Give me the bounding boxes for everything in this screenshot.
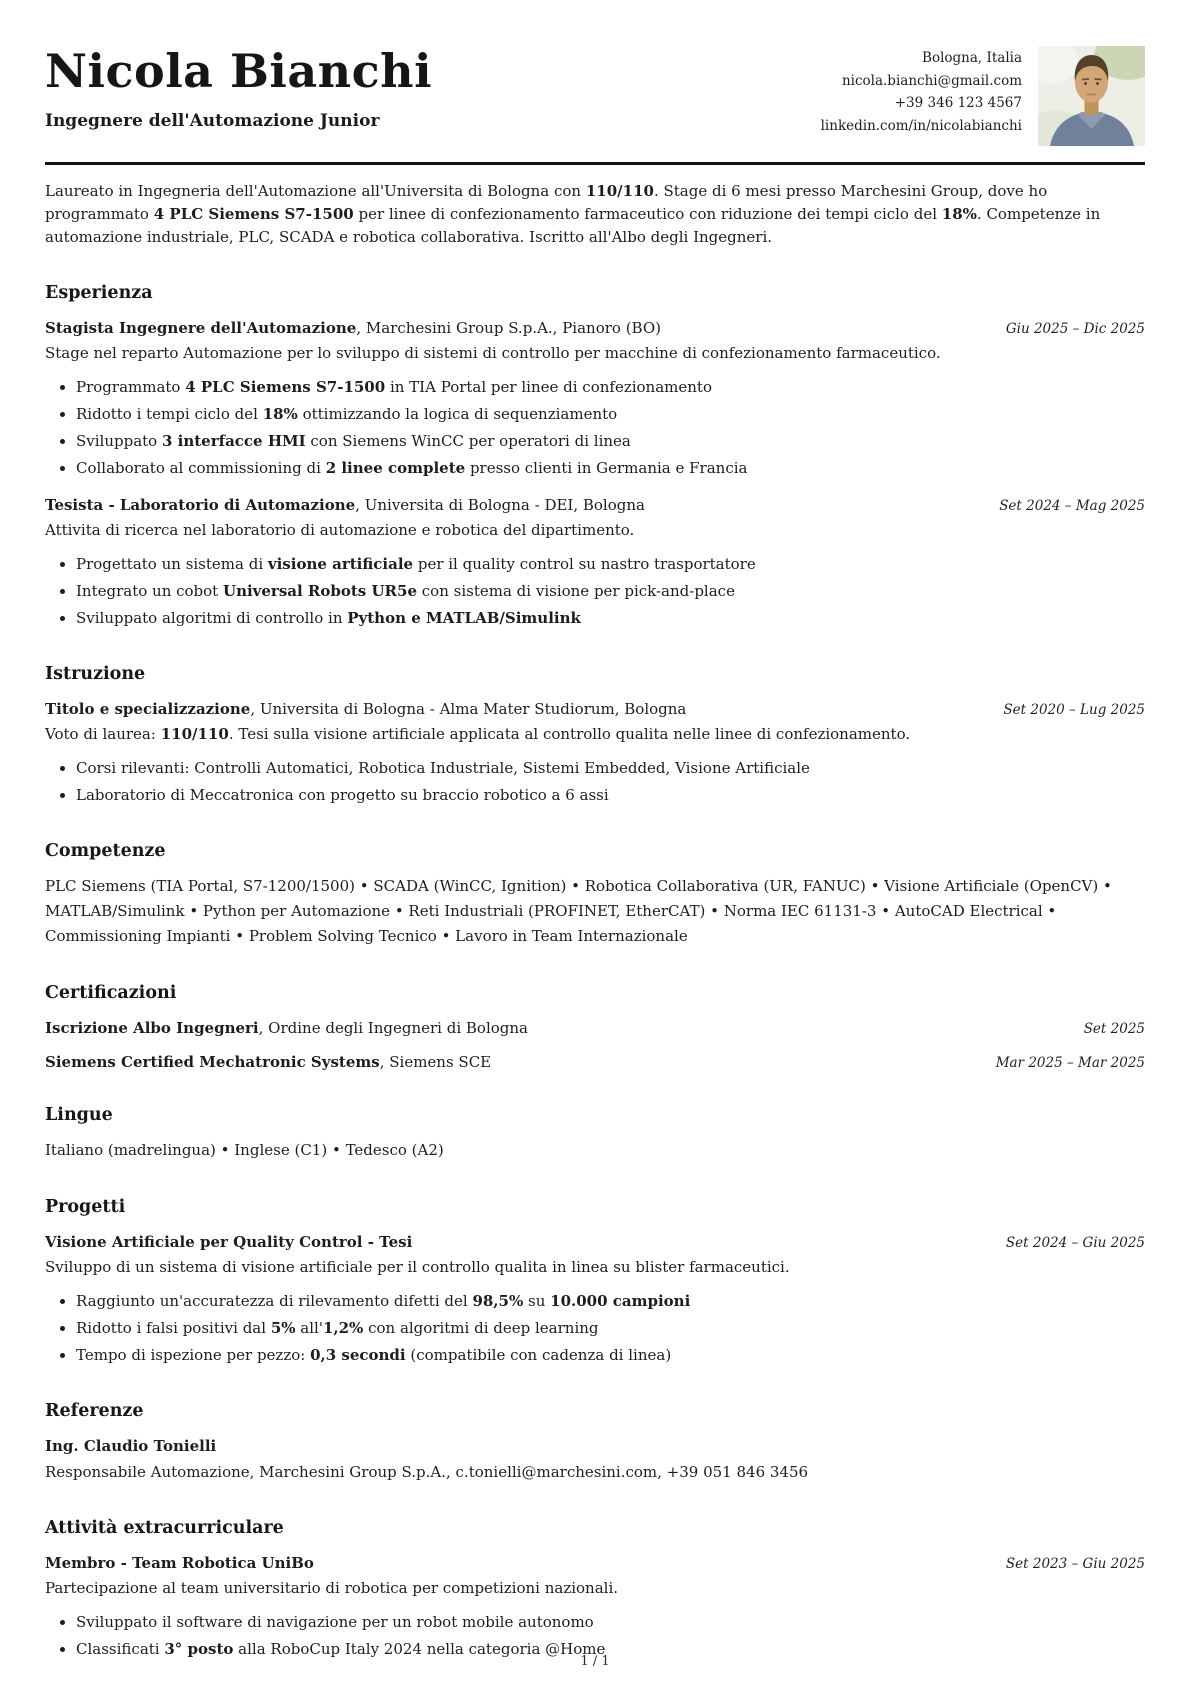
languages-text: Italiano (madrelingua) • Inglese (C1) • Tedesco (A2) <box>45 1141 444 1159</box>
entry-description: Stage nel reparto Automazione per lo sviluppo di sistemi di controllo per macchine di confezionamento farmaceutico. <box>45 344 941 362</box>
job-title: Ingegnere dell'Automazione Junior <box>45 110 380 131</box>
entry-description: Sviluppo di un sistema di visione artificiale per il controllo qualita in linea su blister farmaceutici. <box>45 1258 790 1276</box>
section-competenze <box>45 841 1145 949</box>
entry-date: Set 2023 – Giu 2025 <box>1005 1556 1145 1572</box>
extracurricular-entry <box>45 1554 1145 1661</box>
bullet-item: • Integrato un cobot Universal Robots UR5e con sistema di visione per pick-and-place <box>76 580 1145 603</box>
section-extracurriculare <box>45 1518 1145 1661</box>
project-entry <box>45 1233 1145 1367</box>
certification-title: Iscrizione Albo Ingegneri, Ordine degli Ingegneri di Bologna <box>45 1019 528 1037</box>
section-title-progetti: Progetti <box>45 1197 126 1217</box>
reference-name: Ing. Claudio Tonielli <box>45 1437 217 1455</box>
certification-title: Siemens Certified Mechatronic Systems, Siemens SCE <box>45 1053 492 1071</box>
header-contact-block <box>821 46 1145 146</box>
contact-linkedin: linkedin.com/in/nicolabianchi <box>820 117 1022 134</box>
entry-bullet-list <box>45 1290 1145 1367</box>
entry-title: Tesista - Laboratorio di Automazione, Universita di Bologna - DEI, Bologna <box>45 496 645 514</box>
entry-bullet-list <box>45 757 1145 807</box>
contact-email: nicola.bianchi@gmail.com <box>841 72 1022 89</box>
education-entry <box>45 700 1145 807</box>
header-identity <box>45 46 821 131</box>
entry-title: Titolo e specializzazione, Universita di Bologna - Alma Mater Studiorum, Bologna <box>45 700 687 718</box>
entry-date: Set 2024 – Mag 2025 <box>999 498 1145 514</box>
section-esperienza <box>45 283 1145 630</box>
reference-details: Responsabile Automazione, Marchesini Group S.p.A., c.tonielli@marchesini.com, +39 051 846 3456 <box>45 1463 809 1481</box>
section-title-competenze: Competenze <box>45 841 166 861</box>
entry-description: Attivita di ricerca nel laboratorio di automazione e robotica del dipartimento. <box>45 521 635 539</box>
page-number: 1 / 1 <box>580 1654 610 1669</box>
entry-date: Giu 2025 – Dic 2025 <box>1005 321 1145 337</box>
certification-date: Mar 2025 – Mar 2025 <box>995 1055 1145 1071</box>
section-progetti <box>45 1197 1145 1367</box>
bullet-item: • Ridotto i falsi positivi dal 5% all'1,2% con algoritmi di deep learning <box>76 1317 1145 1340</box>
bullet-item: • Tempo di ispezione per pezzo: 0,3 secondi (compatibile con cadenza di linea) <box>76 1344 1145 1367</box>
certification-entry <box>45 1053 1145 1071</box>
header-divider <box>45 162 1145 165</box>
bullet-item: • Sviluppato 3 interfacce HMI con Siemens WinCC per operatori di linea <box>76 430 1145 453</box>
section-title-certificazioni: Certificazioni <box>45 983 177 1003</box>
entry-header <box>45 1233 1145 1251</box>
entry-title: Stagista Ingegnere dell'Automazione, Marchesini Group S.p.A., Pianoro (BO) <box>45 319 662 337</box>
entry-header <box>45 1019 1145 1037</box>
entry-bullet-list <box>45 376 1145 480</box>
section-istruzione <box>45 664 1145 807</box>
entry-description: Partecipazione al team universitario di robotica per competizioni nazionali. <box>45 1579 619 1597</box>
section-title-referenze: Referenze <box>45 1401 144 1421</box>
page-title: Nicola Bianchi <box>45 44 433 98</box>
bullet-item: • Sviluppato algoritmi di controllo in Python e MATLAB/Simulink <box>76 607 1145 630</box>
contact-location: Bologna, Italia <box>922 50 1022 66</box>
bullet-item: • Classificati 3° posto alla RoboCup Italy 2024 nella categoria @Home <box>76 1638 1145 1661</box>
bullet-item: • Sviluppato il software di navigazione per un robot mobile autonomo <box>76 1611 1145 1634</box>
bullet-item: • Laboratorio di Meccatronica con progetto su braccio robotico a 6 assi <box>76 784 1145 807</box>
experience-entry <box>45 319 1145 480</box>
certification-date: Set 2025 <box>1083 1021 1145 1037</box>
entry-title: Visione Artificiale per Quality Control - Tesi <box>45 1233 413 1251</box>
bullet-item: • Corsi rilevanti: Controlli Automatici, Robotica Industriale, Sistemi Embedded, Visione Artificiale <box>76 757 1145 780</box>
contact-info <box>821 46 1022 137</box>
section-title-esperienza: Esperienza <box>45 283 153 303</box>
contact-phone: +39 346 123 4567 <box>894 95 1022 111</box>
bullet-item: • Ridotto i tempi ciclo del 18% ottimizzando la logica di sequenziamento <box>76 403 1145 426</box>
bullet-item: • Progettato un sistema di visione artificiale per il quality control su nastro trasportatore <box>76 553 1145 576</box>
bullet-item: • Raggiunto un'accuratezza di rilevamento difetti del 98,5% su 10.000 campioni <box>76 1290 1145 1313</box>
summary-paragraph: Laureato in Ingegneria dell'Automazione all'Universita di Bologna con 110/110. Stage di 6 mesi presso Marchesini Group, dove ho programmato 4 PLC Siemens S7-1500 per linee di confezionamento farmaceutico con riduzione dei tempi ciclo del 18%. Competenze in automazione industriale, PLC, SCADA e robotica collaborativa. Iscritto all'Albo degli Ingegneri. <box>45 182 1101 246</box>
entry-header <box>45 496 1145 514</box>
entry-header <box>45 700 1145 718</box>
bullet-item: • Programmato 4 PLC Siemens S7-1500 in TIA Portal per linee di confezionamento <box>76 376 1145 399</box>
section-referenze <box>45 1401 1145 1484</box>
section-title-istruzione: Istruzione <box>45 664 146 684</box>
entry-bullet-list <box>45 553 1145 630</box>
bullet-item: • Collaborato al commissioning di 2 linee complete presso clienti in Germania e Francia <box>76 457 1145 480</box>
header <box>45 46 1145 146</box>
experience-entry <box>45 496 1145 630</box>
section-certificazioni <box>45 983 1145 1071</box>
section-title-extracurriculare: Attività extracurriculare <box>45 1518 284 1538</box>
entry-date: Set 2024 – Giu 2025 <box>1005 1235 1145 1251</box>
skills-text: PLC Siemens (TIA Portal, S7-1200/1500) • SCADA (WinCC, Ignition) • Robotica Collaborativa (UR, FANUC) • Visione Artificiale (OpenCV) • MATLAB/Simulink • Python per Automazione • Reti Industriali (PROFINET, EtherCAT) • Norma IEC 61131-3 • AutoCAD Electrical • Commissioning Impianti • Problem Solving Tecnico • Lavoro in Team Internazionale <box>45 877 1112 945</box>
entry-header <box>45 1053 1145 1071</box>
section-title-lingue: Lingue <box>45 1105 113 1125</box>
profile-photo <box>1038 46 1145 146</box>
entry-date: Set 2020 – Lug 2025 <box>1003 702 1145 718</box>
entry-header <box>45 319 1145 337</box>
entry-header <box>45 1554 1145 1572</box>
entry-title: Membro - Team Robotica UniBo <box>45 1554 314 1572</box>
section-lingue <box>45 1105 1145 1163</box>
certification-entry <box>45 1019 1145 1037</box>
entry-description: Voto di laurea: 110/110. Tesi sulla visione artificiale applicata al controllo qualita nelle linee di confezionamento. <box>45 725 911 743</box>
